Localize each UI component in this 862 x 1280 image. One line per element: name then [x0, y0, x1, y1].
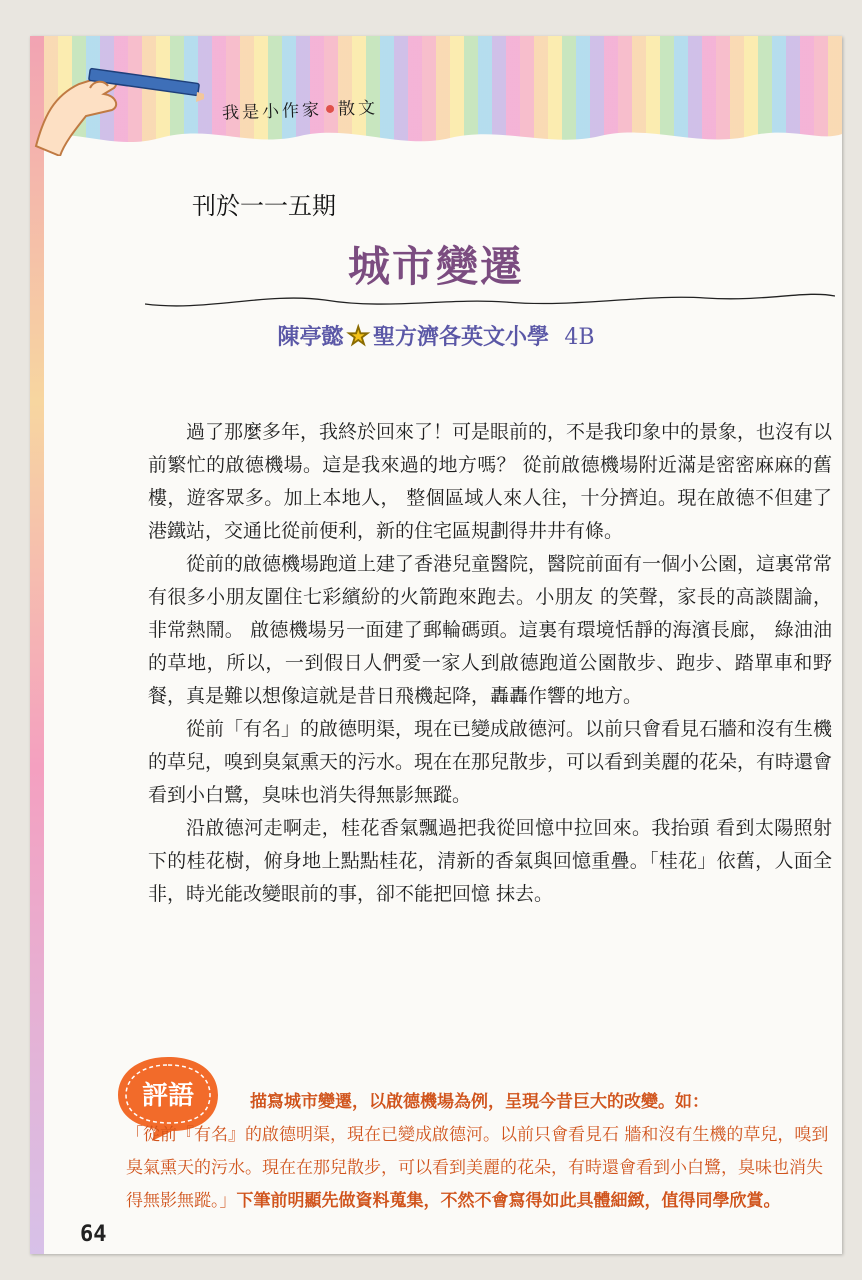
article-body [148, 416, 832, 911]
class-label: 4B [564, 325, 595, 350]
bullet-dot-icon [326, 105, 334, 113]
section-label: 散文 [337, 98, 379, 120]
book-page [30, 36, 842, 1254]
title-underline-swirl [145, 288, 835, 318]
comment-outro: 下筆前明顯先做資料蒐集，不然不會寫得如此具體細緻，值得同學欣賞。 [236, 1191, 781, 1211]
page-number: 64 [80, 1222, 107, 1247]
series-label: 我是小作家 [221, 100, 323, 124]
school-name: 聖方濟各英文小學 [373, 324, 550, 350]
comment-intro: 描寫城市變遷，以啟德機場為例，呈現今昔巨大的改變。如： [250, 1092, 709, 1112]
byline [30, 320, 842, 351]
hand-pencil-icon [34, 36, 204, 156]
paragraph-4: 沿啟德河走啊走，桂花香氣飄過把我從回憶中拉回來。我抬頭 看到太陽照射下的桂花樹，俯身地上點點桂花，清新的香氣與回憶重疊。「桂花」依舊，人面全非，時光能改變眼前的事，卻不能把回憶 抹去。 [148, 817, 832, 905]
paragraph-2: 從前的啟德機場跑道上建了香港兒童醫院，醫院前面有一個小公園，這裏常常有很多小朋友圍住七彩繽紛的火箭跑來跑去。小朋友 的笑聲，家長的高談闊論，非常熱鬧。 啟德機場另一面建了郵輪碼頭。這裏有環境恬靜的海濱長廊， 綠油油的草地，所以，一到假日人們愛一家人到啟德跑道公園散步、跑步、踏單車和野餐，真是難以想像這就是昔日飛機起降，轟轟作響的地方。 [148, 553, 833, 707]
teacher-comment [126, 1086, 836, 1218]
paragraph-3: 從前「有名」的啟德明渠，現在已變成啟德河。以前只會看見石牆和沒有生機的草兒，嗅到臭氣熏天的污水。現在在那兒散步，可以看到美麗的花朵，有時還會看到小白鷺，臭味也消失得無影無蹤。 [148, 718, 833, 806]
author-name: 陳亭懿 [277, 324, 344, 350]
star-icon: ★ [347, 321, 369, 350]
paragraph-1: 過了那麼多年，我終於回來了！可是眼前的，不是我印象中的景象，也沒有以前繁忙的啟德機場。這是我來過的地方嗎？ 從前啟德機場附近滿是密密麻麻的舊樓，遊客眾多。加上本地人， 整個區域人來人往，十分擠迫。現在啟德不但建了港鐵站，交通比從前便利，新的住宅區規劃得井井有條。 [148, 421, 833, 542]
article-title: 城市變遷 [347, 242, 524, 291]
comment-quote: 「從前『有名』的啟德明渠，現在已變成啟德河。以前只會看見石 牆和沒有生機的草兒，嗅到臭氣熏天的污水。現在在那兒散步，可以看到美麗的花朵，有時還會看到小白鷺，臭味也消失得無影無蹤。」 [126, 1125, 829, 1211]
page-edge-spine [30, 36, 44, 1254]
issue-label: 刊於一一五期 [192, 192, 336, 220]
comment-badge-label: 評語 [141, 1081, 195, 1111]
